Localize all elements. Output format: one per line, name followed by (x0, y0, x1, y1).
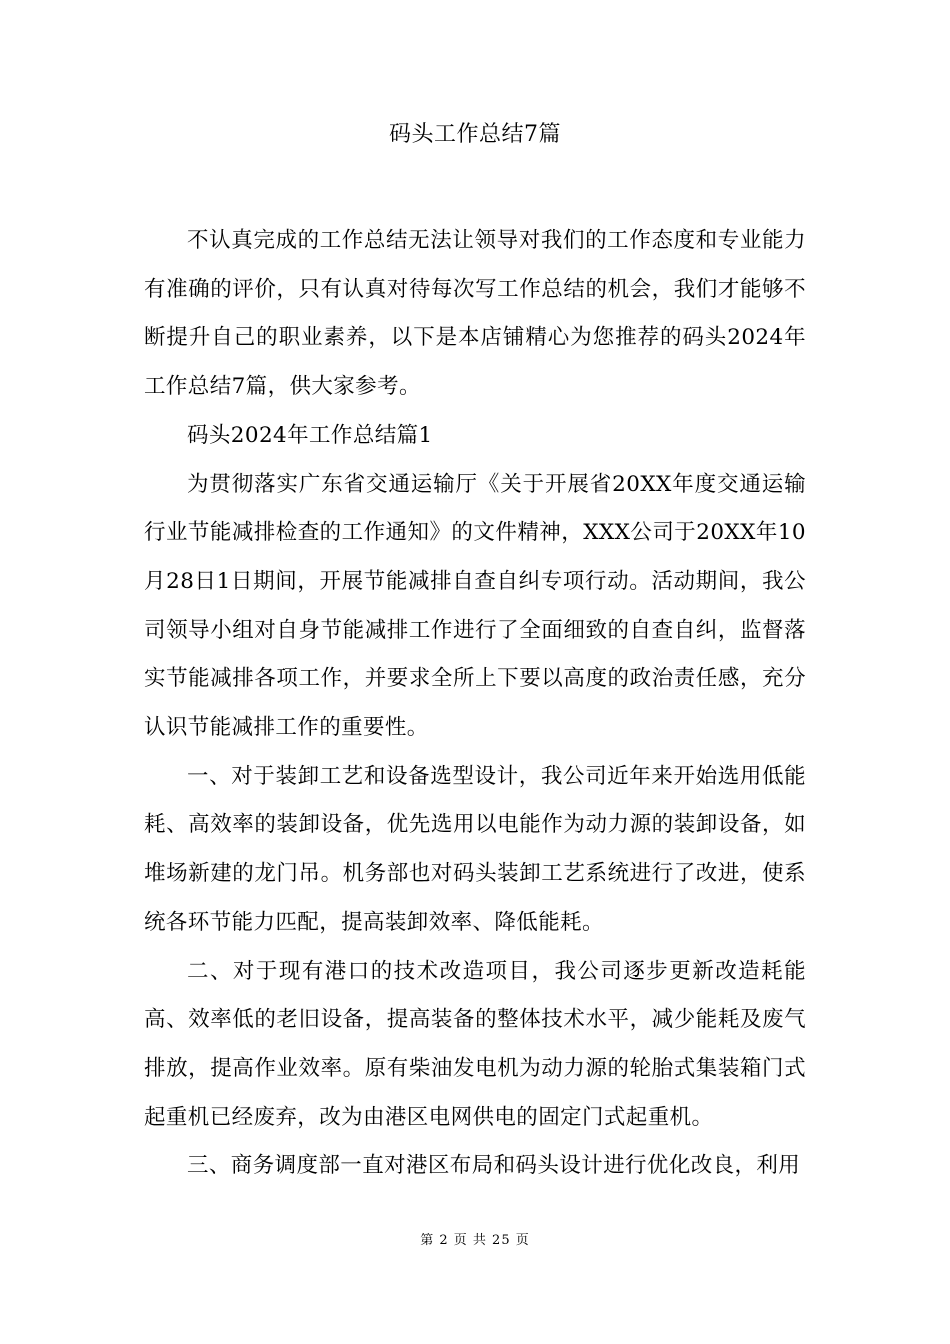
section-heading: 码头2024年工作总结篇1 (187, 422, 433, 448)
page-number-footer: 第 2 页 共 25 页 (420, 1233, 530, 1248)
document-body (144, 217, 806, 1191)
body-paragraph: 二、对于现有港口的技术改造项目，我公司逐步更新改造耗能高、效率低的老旧设备，提高装备的整体技术水平，减少能耗及废气排放，提高作业效率。原有柴油发电机为动力源的轮胎式集装箱门式起重机已经废弃，改为由港区电网供电的固定门式起重机。 (144, 958, 806, 1130)
body-paragraph: 为贯彻落实广东省交通运输厅《关于开展省20XX年度交通运输行业节能减排检查的工作通知》的文件精神，XXX公司于20XX年10月28日1日期间，开展节能减排自查自纠专项行动。活动期间，我公司领导小组对自身节能减排工作进行了全面细致的自查自纠，监督落实节能减排各项工作，并要求全所上下要以高度的政治责任感，充分认识节能减排工作的重要性。 (144, 471, 806, 741)
body-paragraph: 一、对于装卸工艺和设备选型设计，我公司近年来开始选用低能耗、高效率的装卸设备，优先选用以电能作为动力源的装卸设备，如堆场新建的龙门吊。机务部也对码头装卸工艺系统进行了改进，使系统各环节能力匹配，提高装卸效率、降低能耗。 (144, 763, 806, 935)
body-paragraph: 三、商务调度部一直对港区布局和码头设计进行优化改良，利用 (187, 1153, 801, 1179)
document-title: 码头工作总结7篇 (389, 122, 561, 147)
intro-paragraph: 不认真完成的工作总结无法让领导对我们的工作态度和专业能力有准确的评价，只有认真对待每次写工作总结的机会，我们才能够不断提升自己的职业素养，以下是本店铺精心为您推荐的码头2024年工作总结7篇，供大家参考。 (144, 228, 806, 400)
